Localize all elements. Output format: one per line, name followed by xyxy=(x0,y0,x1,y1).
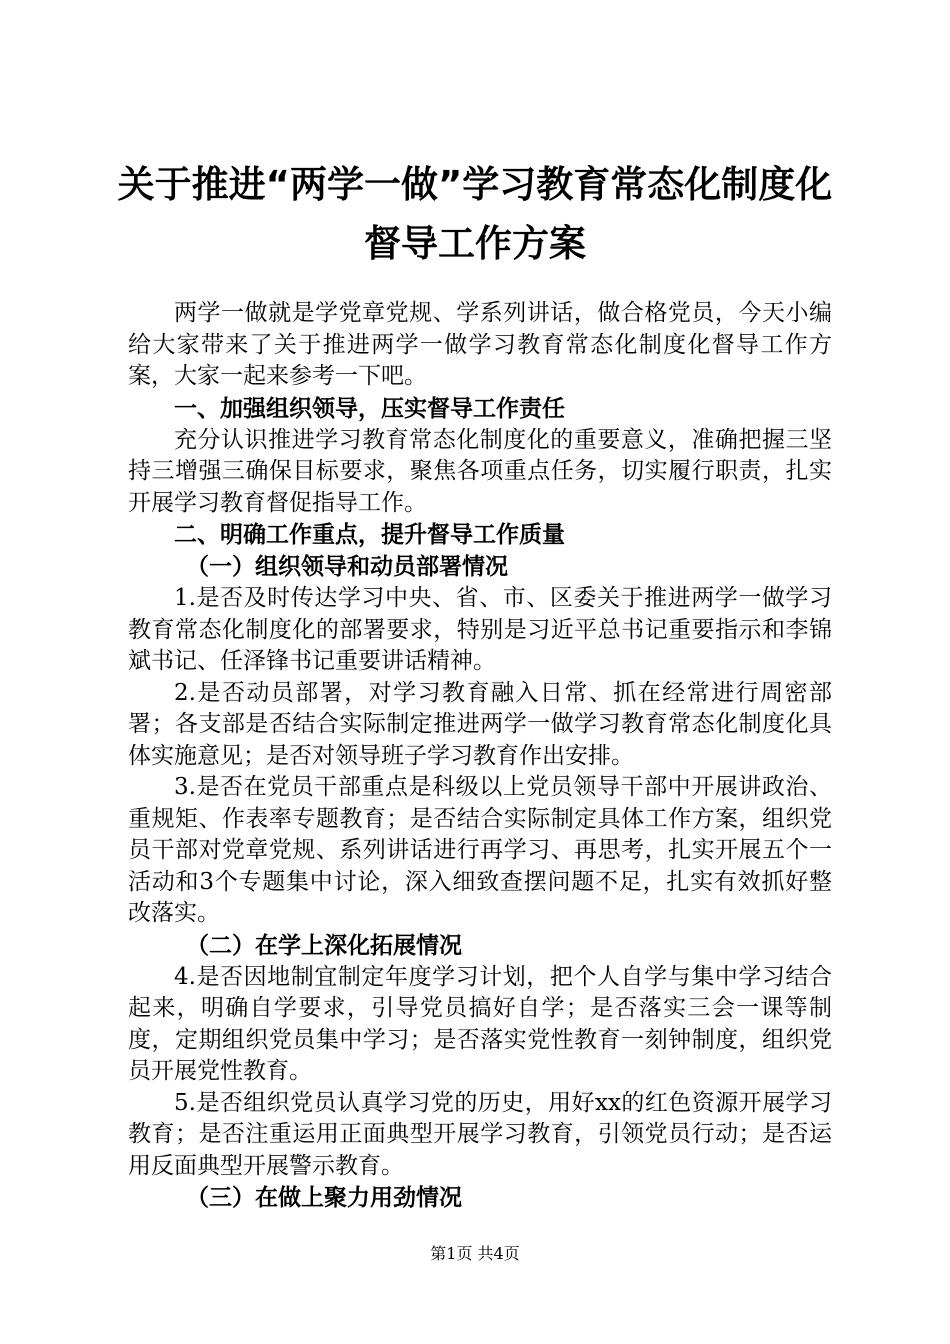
item-3-paragraph: 3.是否在党员干部重点是科级以上党员领导干部中开展讲政治、重规矩、作表率专题教育；是否结合实际制定具体工作方案，组织党员干部对党章党规、系列讲话进行再学习、再思考，扎实开展五个一活动和3个专题集中讨论，深入细致查摆问题不足，扎实有效抓好整改落实。 xyxy=(128,774,832,926)
item-5-paragraph: 5.是否组织党员认真学习党的历史，用好xx的红色资源开展学习教育；是否注重运用正面典型开展学习教育，引领党员行动；是否运用反面典型开展警示教育。 xyxy=(128,1089,832,1179)
section-1-paragraph: 充分认识推进学习教育常态化制度化的重要意义，准确把握三坚持三增强三确保目标要求，聚焦各项重点任务，切实履行职责，扎实开展学习教育督促指导工作。 xyxy=(128,426,832,516)
document-title-line-2: 督导工作方案 xyxy=(364,222,586,265)
subsection-1-heading: （一）组织领导和动员部署情况 xyxy=(186,554,508,580)
document-title-line-1: 关于推进“两学一做”学习教育常态化制度化 xyxy=(117,163,833,206)
subsection-2-heading: （二）在学上深化拓展情况 xyxy=(186,932,462,959)
section-1-heading: 一、加强组织领导，压实督导工作责任 xyxy=(174,395,565,422)
item-1-paragraph: 1.是否及时传达学习中央、省、市、区委关于推进两学一做学习教育常态化制度化的部署要求，特别是习近平总书记重要指示和李锦斌书记、任泽锋书记重要讲话精神。 xyxy=(128,585,832,674)
item-2-paragraph: 2.是否动员部署，对学习教育融入日常、抓在经常进行周密部署；各支部是否结合实际制定推进两学一做学习教育常态化制度化具体实施意见；是否对领导班子学习教育作出安排。 xyxy=(128,679,832,769)
item-4-paragraph: 4.是否因地制宜制定年度学习计划，把个人自学与集中学习结合起来，明确自学要求，引导党员搞好自学；是否落实三会一课等制度，定期组织党员集中学习；是否落实党性教育一刻钟制度，组织党员开展党性教育。 xyxy=(128,963,832,1084)
document-body xyxy=(128,298,832,1214)
page-number-footer: 第1页 共4页 xyxy=(430,1244,520,1263)
intro-paragraph: 两学一做就是学党章党规、学系列讲话，做合格党员，今天小编给大家带来了关于推进两学一做学习教育常态化制度化督导工作方案，大家一起来参考一下吧。 xyxy=(128,300,832,389)
subsection-3-heading: （三）在做上聚力用劲情况 xyxy=(186,1185,462,1211)
section-2-heading: 二、明确工作重点，提升督导工作质量 xyxy=(174,522,565,548)
